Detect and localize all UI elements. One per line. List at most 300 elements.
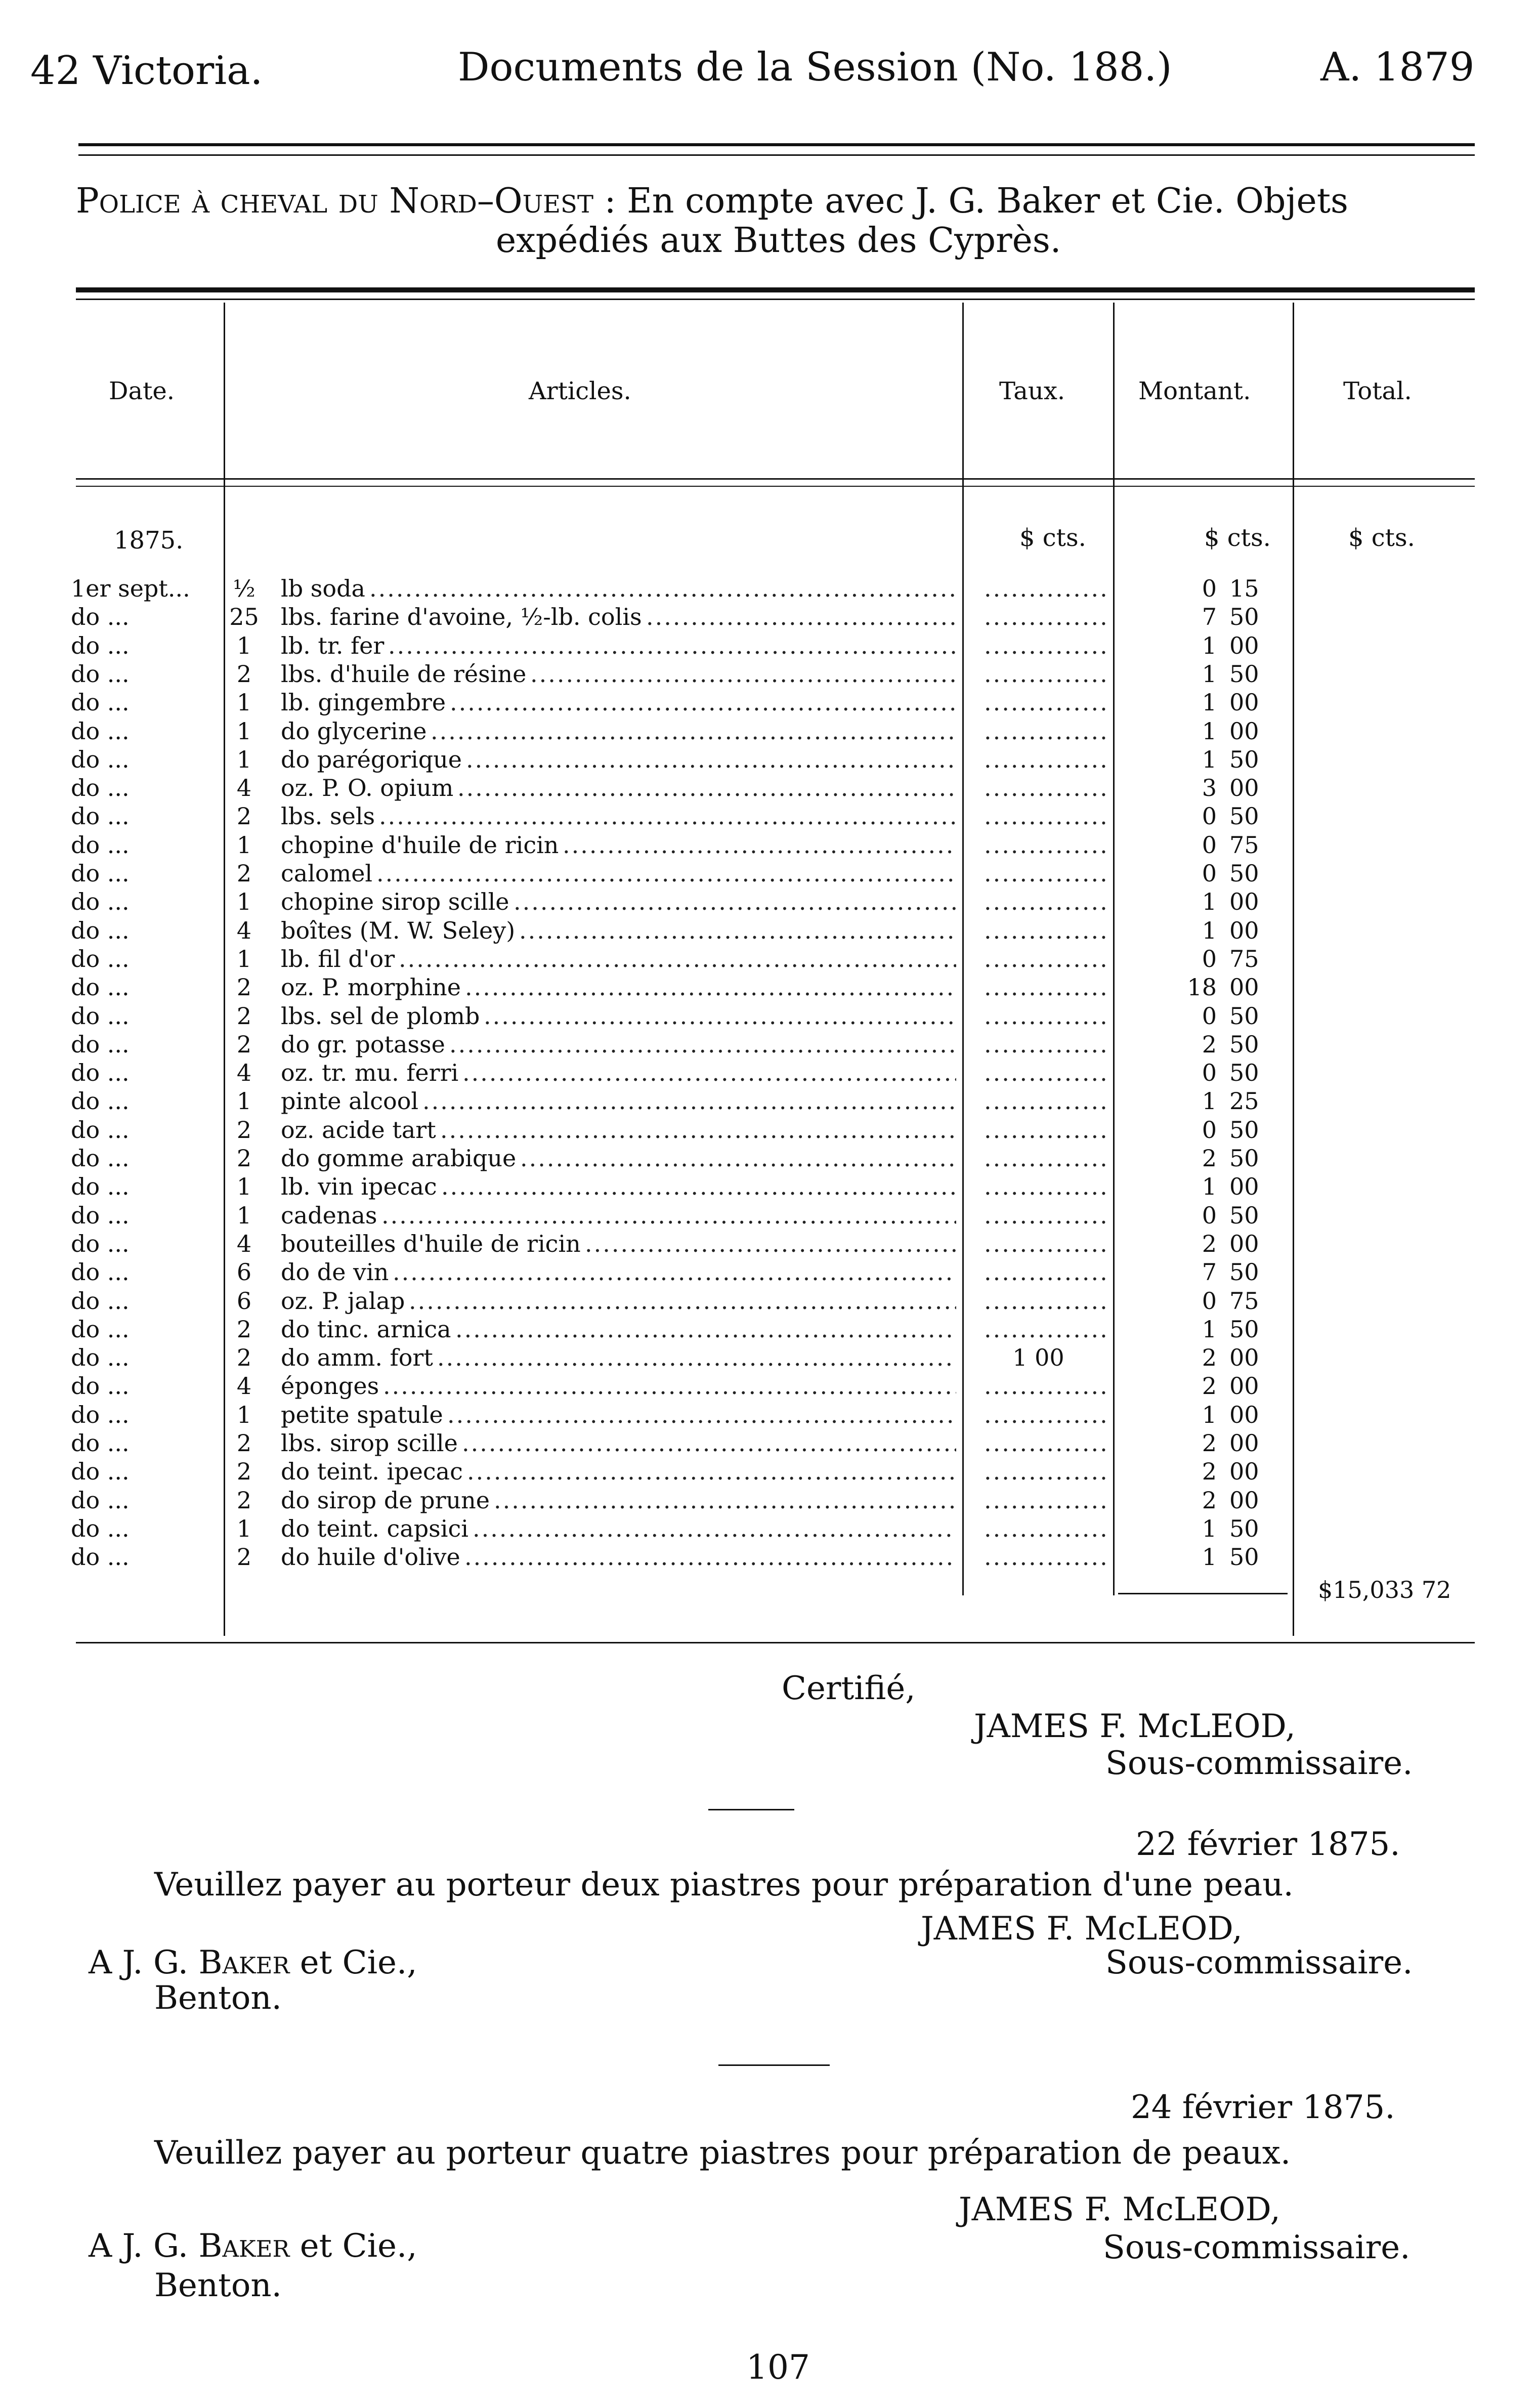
row-item: do gomme arabique xyxy=(281,1145,517,1172)
row-item: pinte alcool xyxy=(281,1087,419,1115)
row-amount-cents: 50 xyxy=(1229,1145,1259,1172)
order1-addr-prefix: A J. G. xyxy=(89,1944,199,1981)
header-center: Documents de la Session (No. 188.) xyxy=(458,45,1172,90)
row-date: do ... xyxy=(71,1030,130,1058)
table-row xyxy=(0,1457,1538,1486)
title-rule-thick xyxy=(76,287,1475,292)
row-amount-dollars: 1 xyxy=(1202,1514,1217,1542)
row-amount-cents: 50 xyxy=(1229,1258,1259,1286)
row-item: calomel xyxy=(281,860,373,887)
row-amount-cents: 50 xyxy=(1229,660,1259,688)
row-item: lb. gingembre xyxy=(281,689,446,716)
row-item-leader xyxy=(519,916,956,945)
row-item-leader xyxy=(455,1315,956,1343)
table-row xyxy=(0,888,1538,916)
row-date: do ... xyxy=(71,1087,130,1115)
row-amount-cents: 50 xyxy=(1229,603,1259,631)
row-amount-dollars: 2 xyxy=(1202,1458,1217,1486)
col-header-total: Total. xyxy=(1343,377,1412,405)
row-amount-cents: 00 xyxy=(1229,689,1259,716)
order2-addr-rest: et Cie., xyxy=(289,2227,417,2265)
row-taux-leader xyxy=(984,1087,1108,1115)
table-row xyxy=(0,1030,1538,1059)
row-date: do ... xyxy=(71,1258,130,1286)
row-item: do sirop de prune xyxy=(281,1486,490,1514)
table-row xyxy=(0,745,1538,774)
row-amount-dollars: 3 xyxy=(1202,774,1217,802)
row-taux-leader xyxy=(984,1172,1108,1201)
cert-signatory: JAMES F. McLEOD, xyxy=(974,1708,1296,1745)
row-date: do ... xyxy=(71,631,130,659)
row-item-leader xyxy=(399,945,956,973)
separator-1 xyxy=(708,1809,794,1810)
cert-signatory-title: Sous-commissaire. xyxy=(1105,1745,1413,1782)
row-amount-dollars: 2 xyxy=(1202,1030,1217,1058)
row-taux-leader xyxy=(984,1116,1108,1144)
row-date: do ... xyxy=(71,888,130,916)
row-item: lbs. sirop scille xyxy=(281,1429,458,1457)
row-item-leader xyxy=(447,1401,956,1429)
row-item: do teint. capsici xyxy=(281,1514,468,1542)
row-amount-cents: 00 xyxy=(1229,717,1259,745)
row-item: lb. tr. fer xyxy=(281,631,384,659)
row-qty: 1 xyxy=(236,689,252,716)
row-amount-dollars: 0 xyxy=(1202,1201,1217,1229)
row-item: do teint. ipecac xyxy=(281,1458,463,1486)
row-item-leader xyxy=(585,1230,956,1258)
order2-date: 24 février 1875. xyxy=(1131,2089,1395,2126)
subtotal-rule xyxy=(1118,1593,1288,1594)
row-amount-dollars: 1 xyxy=(1202,689,1217,716)
row-taux-leader xyxy=(984,831,1108,859)
header-bottom-rule xyxy=(76,478,1475,480)
row-amount-dollars: 7 xyxy=(1202,603,1217,631)
row-date: do ... xyxy=(71,745,130,773)
row-amount-cents: 75 xyxy=(1229,831,1259,859)
table-row xyxy=(0,1201,1538,1230)
row-amount-cents: 00 xyxy=(1229,631,1259,659)
row-date: do ... xyxy=(71,660,130,688)
row-taux-leader xyxy=(984,631,1108,660)
row-taux-leader xyxy=(984,774,1108,802)
table-row xyxy=(0,1429,1538,1457)
order1-address xyxy=(89,1944,417,1981)
row-item-leader xyxy=(462,1059,956,1087)
row-item-leader xyxy=(409,1287,956,1315)
table-row xyxy=(0,574,1538,603)
table-row xyxy=(0,945,1538,973)
header-rule-thick xyxy=(78,143,1475,146)
table-row xyxy=(0,1087,1538,1115)
row-amount-dollars: 2 xyxy=(1202,1429,1217,1457)
table-row xyxy=(0,1287,1538,1315)
row-qty: 1 xyxy=(236,1173,252,1201)
row-qty: 2 xyxy=(236,660,252,688)
row-amount-dollars: 0 xyxy=(1202,575,1217,602)
row-taux-leader xyxy=(984,1258,1108,1286)
row-item: oz. P. O. opium xyxy=(281,774,454,802)
col-header-date: Date. xyxy=(109,377,175,405)
row-qty: 2 xyxy=(236,1315,252,1343)
row-date: do ... xyxy=(71,1230,130,1257)
order1-city: Benton. xyxy=(154,1979,282,2017)
row-amount-cents: 50 xyxy=(1229,1059,1259,1087)
units-montant: $ cts. xyxy=(1204,524,1271,552)
row-item-leader xyxy=(422,1087,956,1115)
row-qty: 2 xyxy=(236,1002,252,1030)
row-taux-leader xyxy=(984,1457,1108,1486)
row-taux-leader xyxy=(984,688,1108,716)
row-item-leader xyxy=(473,1514,956,1543)
row-amount-cents: 50 xyxy=(1229,860,1259,887)
row-date: do ... xyxy=(71,860,130,887)
row-taux-leader xyxy=(984,1002,1108,1030)
row-item: petite spatule xyxy=(281,1401,443,1428)
row-date: do ... xyxy=(71,1173,130,1201)
row-date: do ... xyxy=(71,974,130,1001)
row-qty: 4 xyxy=(236,1372,252,1400)
row-amount-cents: 00 xyxy=(1229,774,1259,802)
row-date: do ... xyxy=(71,1315,130,1343)
row-item-leader xyxy=(467,1457,956,1486)
row-taux-leader xyxy=(984,888,1108,916)
order2-text: Veuillez payer au porteur quatre piastres pour préparation de peaux. xyxy=(154,2134,1291,2172)
row-date: do ... xyxy=(71,1002,130,1030)
row-amount-dollars: 0 xyxy=(1202,802,1217,830)
title-prefix: Police à cheval du Nord–Ouest xyxy=(76,181,593,221)
row-date: do ... xyxy=(71,717,130,745)
row-date: do ... xyxy=(71,1514,130,1542)
row-date: do ... xyxy=(71,1287,130,1315)
row-amount-dollars: 1 xyxy=(1202,1173,1217,1201)
row-item-leader xyxy=(379,802,956,830)
row-item-leader xyxy=(646,603,956,631)
row-amount-dollars: 1 xyxy=(1202,916,1217,944)
page-number: 107 xyxy=(746,2348,810,2387)
title-line2: expédiés aux Buttes des Cyprès. xyxy=(496,221,1061,261)
row-taux-leader xyxy=(984,1230,1108,1258)
row-qty: 2 xyxy=(236,974,252,1001)
row-item: lb soda xyxy=(281,575,365,602)
row-item-leader xyxy=(369,574,956,603)
row-qty: 1 xyxy=(236,1514,252,1542)
row-amount-cents: 00 xyxy=(1229,974,1259,1001)
row-qty: 1 xyxy=(236,1201,252,1229)
row-amount-cents: 00 xyxy=(1229,1344,1259,1372)
table-row xyxy=(0,660,1538,688)
row-amount-dollars: 1 xyxy=(1202,1315,1217,1343)
row-item: chopine d'huile de ricin xyxy=(281,831,559,859)
table-row xyxy=(0,717,1538,745)
certifie-label: Certifié, xyxy=(782,1670,916,1707)
row-qty: 2 xyxy=(236,1116,252,1144)
row-item: oz. acide tart xyxy=(281,1116,436,1144)
row-item-leader xyxy=(431,717,956,745)
order1-signatory: JAMES F. McLEOD, xyxy=(921,1910,1243,1948)
row-item-leader xyxy=(563,831,956,859)
row-date: do ... xyxy=(71,1372,130,1400)
row-amount-cents: 50 xyxy=(1229,745,1259,773)
row-amount-dollars: 1 xyxy=(1202,631,1217,659)
row-amount-cents: 00 xyxy=(1229,1486,1259,1514)
order1-signatory-title: Sous-commissaire. xyxy=(1105,1944,1413,1981)
row-taux-leader xyxy=(984,973,1108,1001)
row-qty: 4 xyxy=(236,774,252,802)
row-item: éponges xyxy=(281,1372,379,1400)
row-item-leader xyxy=(440,1116,956,1144)
row-amount-cents: 00 xyxy=(1229,1230,1259,1257)
row-amount-dollars: 1 xyxy=(1202,1087,1217,1115)
row-item-leader xyxy=(514,888,956,916)
row-item-leader xyxy=(520,1144,956,1172)
row-item-leader xyxy=(464,1543,956,1571)
title-line1: : En compte avec J. G. Baker et Cie. Objets xyxy=(593,181,1348,221)
row-amount-dollars: 7 xyxy=(1202,1258,1217,1286)
row-amount-cents: 50 xyxy=(1229,1201,1259,1229)
row-date: do ... xyxy=(71,689,130,716)
units-total: $ cts. xyxy=(1348,524,1415,552)
table-row xyxy=(0,774,1538,802)
row-taux-leader xyxy=(984,745,1108,774)
row-qty: 1 xyxy=(236,745,252,773)
row-qty: 6 xyxy=(236,1258,252,1286)
row-date: 1er sept... xyxy=(71,575,190,602)
col-header-articles: Articles. xyxy=(529,377,631,405)
row-qty: 4 xyxy=(236,1059,252,1087)
document-title xyxy=(76,182,1482,221)
row-item: boîtes (M. W. Seley) xyxy=(281,916,516,944)
row-item: lbs. d'huile de résine xyxy=(281,660,527,688)
row-amount-cents: 00 xyxy=(1229,888,1259,916)
table-row xyxy=(0,1258,1538,1286)
row-amount-dollars: 0 xyxy=(1202,1116,1217,1144)
table-row xyxy=(0,1401,1538,1429)
table-row xyxy=(0,802,1538,830)
row-taux-leader xyxy=(984,1514,1108,1543)
row-amount-cents: 50 xyxy=(1229,1315,1259,1343)
table-row xyxy=(0,1315,1538,1343)
row-amount-cents: 50 xyxy=(1229,1543,1259,1571)
row-amount-dollars: 1 xyxy=(1202,717,1217,745)
row-taux-leader xyxy=(984,717,1108,745)
row-date: do ... xyxy=(71,831,130,859)
row-item-leader xyxy=(450,688,956,716)
row-taux: 1 00 xyxy=(1012,1344,1064,1372)
row-amount-dollars: 0 xyxy=(1202,1287,1217,1315)
row-date: do ... xyxy=(71,1059,130,1087)
row-amount-dollars: 2 xyxy=(1202,1486,1217,1514)
grand-total: $15,033 72 xyxy=(1318,1576,1451,1603)
row-qty: 2 xyxy=(236,802,252,830)
col-header-montant: Montant. xyxy=(1138,377,1251,405)
row-date: do ... xyxy=(71,1116,130,1144)
order2-city: Benton. xyxy=(154,2267,282,2304)
row-amount-cents: 00 xyxy=(1229,1401,1259,1428)
row-taux-leader xyxy=(984,945,1108,973)
row-amount-dollars: 2 xyxy=(1202,1344,1217,1372)
row-qty: 2 xyxy=(236,1030,252,1058)
row-item-leader xyxy=(376,859,956,888)
table-row xyxy=(0,1514,1538,1543)
row-date: do ... xyxy=(71,1486,130,1514)
row-taux-leader xyxy=(984,660,1108,688)
row-amount-cents: 50 xyxy=(1229,1030,1259,1058)
order2-addr-prefix: A J. G. xyxy=(89,2227,199,2265)
row-taux-leader xyxy=(984,1059,1108,1087)
row-item: lb. vin ipecac xyxy=(281,1173,437,1201)
header-rule-thin xyxy=(78,154,1475,156)
row-item-leader xyxy=(466,745,956,774)
row-item: lbs. farine d'avoine, ½-lb. colis xyxy=(281,603,642,631)
row-date: do ... xyxy=(71,603,130,631)
row-item: cadenas xyxy=(281,1201,377,1229)
table-row xyxy=(0,1172,1538,1201)
order1-addr-firm: Baker xyxy=(198,1944,290,1981)
row-qty: 2 xyxy=(236,1486,252,1514)
row-item: do huile d'olive xyxy=(281,1543,460,1571)
row-taux-leader xyxy=(984,1287,1108,1315)
row-item-leader xyxy=(441,1172,956,1201)
row-date: do ... xyxy=(71,1401,130,1428)
row-taux-leader xyxy=(984,802,1108,830)
row-amount-cents: 00 xyxy=(1229,1429,1259,1457)
row-item-leader xyxy=(494,1486,956,1514)
table-row xyxy=(0,1486,1538,1514)
row-amount-dollars: 0 xyxy=(1202,831,1217,859)
row-amount-dollars: 1 xyxy=(1202,660,1217,688)
table-row xyxy=(0,1144,1538,1172)
row-amount-dollars: 2 xyxy=(1202,1230,1217,1257)
order1-date: 22 février 1875. xyxy=(1136,1826,1400,1863)
row-amount-dollars: 0 xyxy=(1202,1059,1217,1087)
row-amount-cents: 15 xyxy=(1229,575,1259,602)
table-row xyxy=(0,631,1538,660)
table-row xyxy=(0,1543,1538,1571)
row-qty: 1 xyxy=(236,888,252,916)
row-qty: 6 xyxy=(236,1287,252,1315)
row-qty: 2 xyxy=(236,860,252,887)
row-qty: 4 xyxy=(236,1230,252,1257)
row-qty: 1 xyxy=(236,1401,252,1428)
table-year: 1875. xyxy=(114,526,184,555)
row-item-leader xyxy=(484,1002,956,1030)
title-rule-thin xyxy=(76,299,1475,300)
order2-signatory: JAMES F. McLEOD, xyxy=(959,2191,1280,2228)
row-amount-cents: 25 xyxy=(1229,1087,1259,1115)
row-taux-leader xyxy=(984,1372,1108,1400)
row-item: oz. P. jalap xyxy=(281,1287,405,1315)
row-item-leader xyxy=(465,973,956,1001)
row-qty: 1 xyxy=(236,631,252,659)
row-item: lbs. sel de plomb xyxy=(281,1002,480,1030)
row-amount-dollars: 1 xyxy=(1202,745,1217,773)
row-item-leader xyxy=(383,1372,956,1400)
row-amount-cents: 00 xyxy=(1229,1458,1259,1486)
row-taux-leader xyxy=(984,574,1108,603)
row-taux-leader xyxy=(984,1144,1108,1172)
table-row xyxy=(0,831,1538,859)
row-qty: 1 xyxy=(236,945,252,973)
row-item: do de vin xyxy=(281,1258,389,1286)
row-amount-dollars: 2 xyxy=(1202,1145,1217,1172)
row-date: do ... xyxy=(71,1201,130,1229)
line-items xyxy=(0,574,1538,1574)
row-amount-dollars: 0 xyxy=(1202,945,1217,973)
order1-addr-rest: et Cie., xyxy=(289,1944,417,1981)
row-item: do gr. potasse xyxy=(281,1030,445,1058)
row-qty: 2 xyxy=(236,1145,252,1172)
row-taux-leader xyxy=(984,1401,1108,1429)
row-date: do ... xyxy=(71,774,130,802)
row-date: do ... xyxy=(71,916,130,944)
row-taux-leader xyxy=(984,859,1108,888)
table-row xyxy=(0,1059,1538,1087)
header-bottom-rule-2 xyxy=(76,486,1475,487)
row-qty: 1 xyxy=(236,1087,252,1115)
row-amount-dollars: 0 xyxy=(1202,860,1217,887)
row-date: do ... xyxy=(71,945,130,973)
row-item: do tinc. arnica xyxy=(281,1315,451,1343)
row-taux-leader xyxy=(984,916,1108,945)
table-row xyxy=(0,603,1538,631)
row-amount-dollars: 1 xyxy=(1202,1401,1217,1428)
row-qty: 2 xyxy=(236,1458,252,1486)
col-header-taux: Taux. xyxy=(999,377,1065,405)
row-qty: 25 xyxy=(229,603,259,631)
header-right: A. 1879 xyxy=(1320,45,1475,90)
order2-signatory-title: Sous-commissaire. xyxy=(1103,2229,1411,2266)
separator-2 xyxy=(718,2064,830,2066)
table-row xyxy=(0,916,1538,945)
row-taux-leader xyxy=(984,1486,1108,1514)
row-date: do ... xyxy=(71,1344,130,1372)
table-row xyxy=(0,1230,1538,1258)
row-qty: 2 xyxy=(236,1429,252,1457)
row-item: oz. P. morphine xyxy=(281,974,461,1001)
row-date: do ... xyxy=(71,1429,130,1457)
row-taux-leader xyxy=(984,1429,1108,1457)
table-row xyxy=(0,1116,1538,1144)
row-amount-dollars: 18 xyxy=(1187,974,1217,1001)
table-bottom-rule xyxy=(76,1642,1475,1643)
row-amount-cents: 00 xyxy=(1229,916,1259,944)
row-qty: ½ xyxy=(233,575,255,602)
table-row xyxy=(0,1372,1538,1400)
row-qty: 1 xyxy=(236,717,252,745)
row-amount-dollars: 1 xyxy=(1202,1543,1217,1571)
table-row xyxy=(0,973,1538,1001)
row-item: bouteilles d'huile de ricin xyxy=(281,1230,581,1257)
row-item-leader xyxy=(457,774,956,802)
order2-address xyxy=(89,2227,417,2265)
row-taux-leader xyxy=(984,603,1108,631)
row-item-leader xyxy=(530,660,956,688)
row-amount-cents: 50 xyxy=(1229,1002,1259,1030)
row-item-leader xyxy=(388,631,956,660)
units-taux: $ cts. xyxy=(1019,524,1086,552)
row-qty: 4 xyxy=(236,916,252,944)
row-qty: 2 xyxy=(236,1344,252,1372)
row-qty: 1 xyxy=(236,831,252,859)
row-taux-leader xyxy=(984,1315,1108,1343)
row-item: do amm. fort xyxy=(281,1344,433,1372)
row-taux-leader xyxy=(984,1030,1108,1059)
row-amount-dollars: 1 xyxy=(1202,888,1217,916)
row-amount-cents: 50 xyxy=(1229,1116,1259,1144)
row-item: lb. fil d'or xyxy=(281,945,395,973)
row-qty: 2 xyxy=(236,1543,252,1571)
row-amount-cents: 75 xyxy=(1229,1287,1259,1315)
